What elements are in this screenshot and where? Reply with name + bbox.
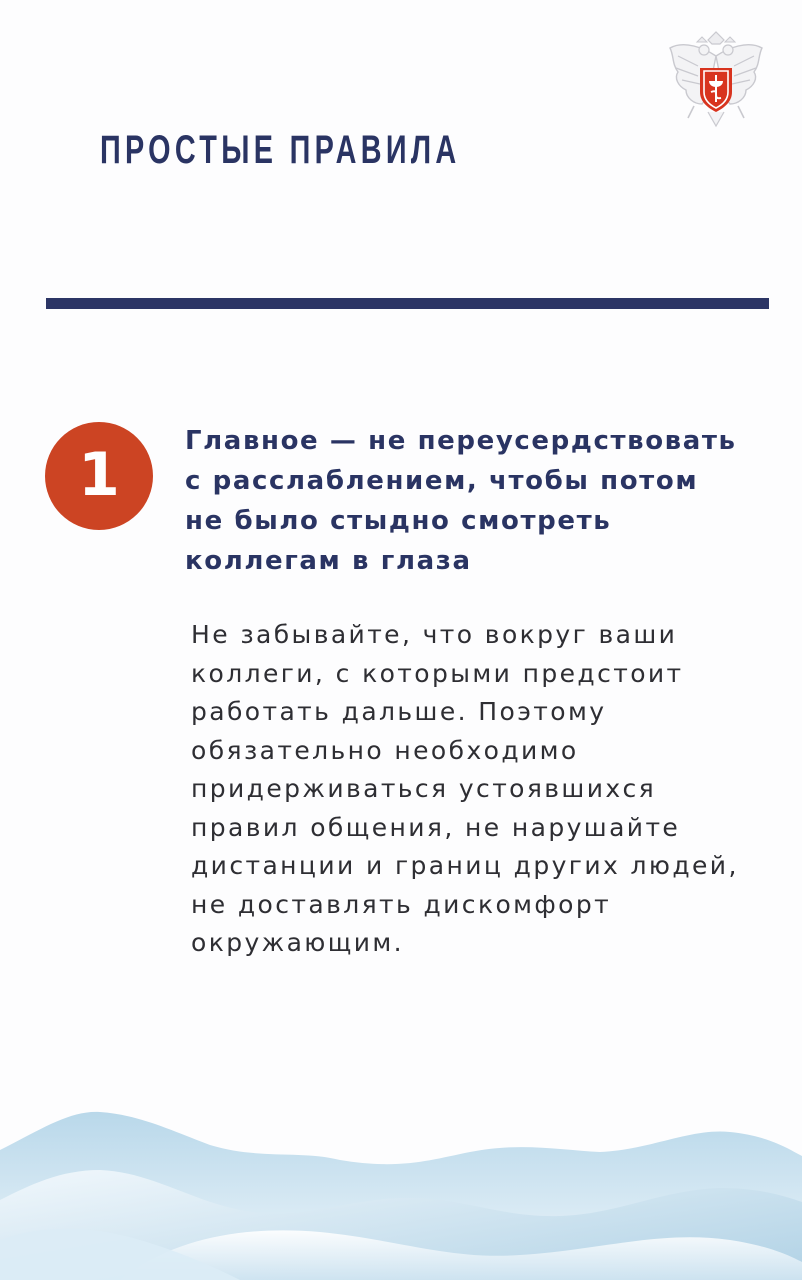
rule-body-line: окружающим. — [191, 928, 404, 957]
snowdrift-decoration — [0, 1090, 802, 1280]
rule-heading-line: Главное — не переусердствовать — [185, 426, 737, 456]
rule-heading-line: не было стыдно смотреть — [185, 506, 612, 536]
rule-body-line: дистанции и границ других людей, — [191, 851, 739, 880]
rule-body-line: Не забывайте, что вокруг ваши — [191, 620, 678, 649]
rule-body-line: работать дальше. Поэтому — [191, 697, 607, 726]
rule-body-line: обязательно необходимо — [191, 735, 579, 765]
rule-number-badge — [45, 422, 153, 530]
rule-body-line: правил общения, не нарушайте — [191, 812, 681, 842]
page-title: ПРОСТЫЕ ПРАВИЛА — [100, 128, 461, 172]
rule-body-line: придерживаться устоявшихся — [191, 774, 657, 803]
rule-body-line: коллеги, с которыми предстоит — [191, 658, 684, 688]
rule-number: 1 — [78, 440, 120, 510]
rule-body-line: не доставлять дискомфорт — [191, 889, 612, 919]
rule-heading — [185, 421, 785, 581]
rule-body — [191, 616, 781, 963]
rule-heading-line: с расслаблением, чтобы потом — [185, 466, 699, 496]
divider — [46, 298, 769, 309]
emblem-icon — [664, 26, 768, 134]
rule-heading-line: коллегам в глаза — [185, 546, 472, 576]
